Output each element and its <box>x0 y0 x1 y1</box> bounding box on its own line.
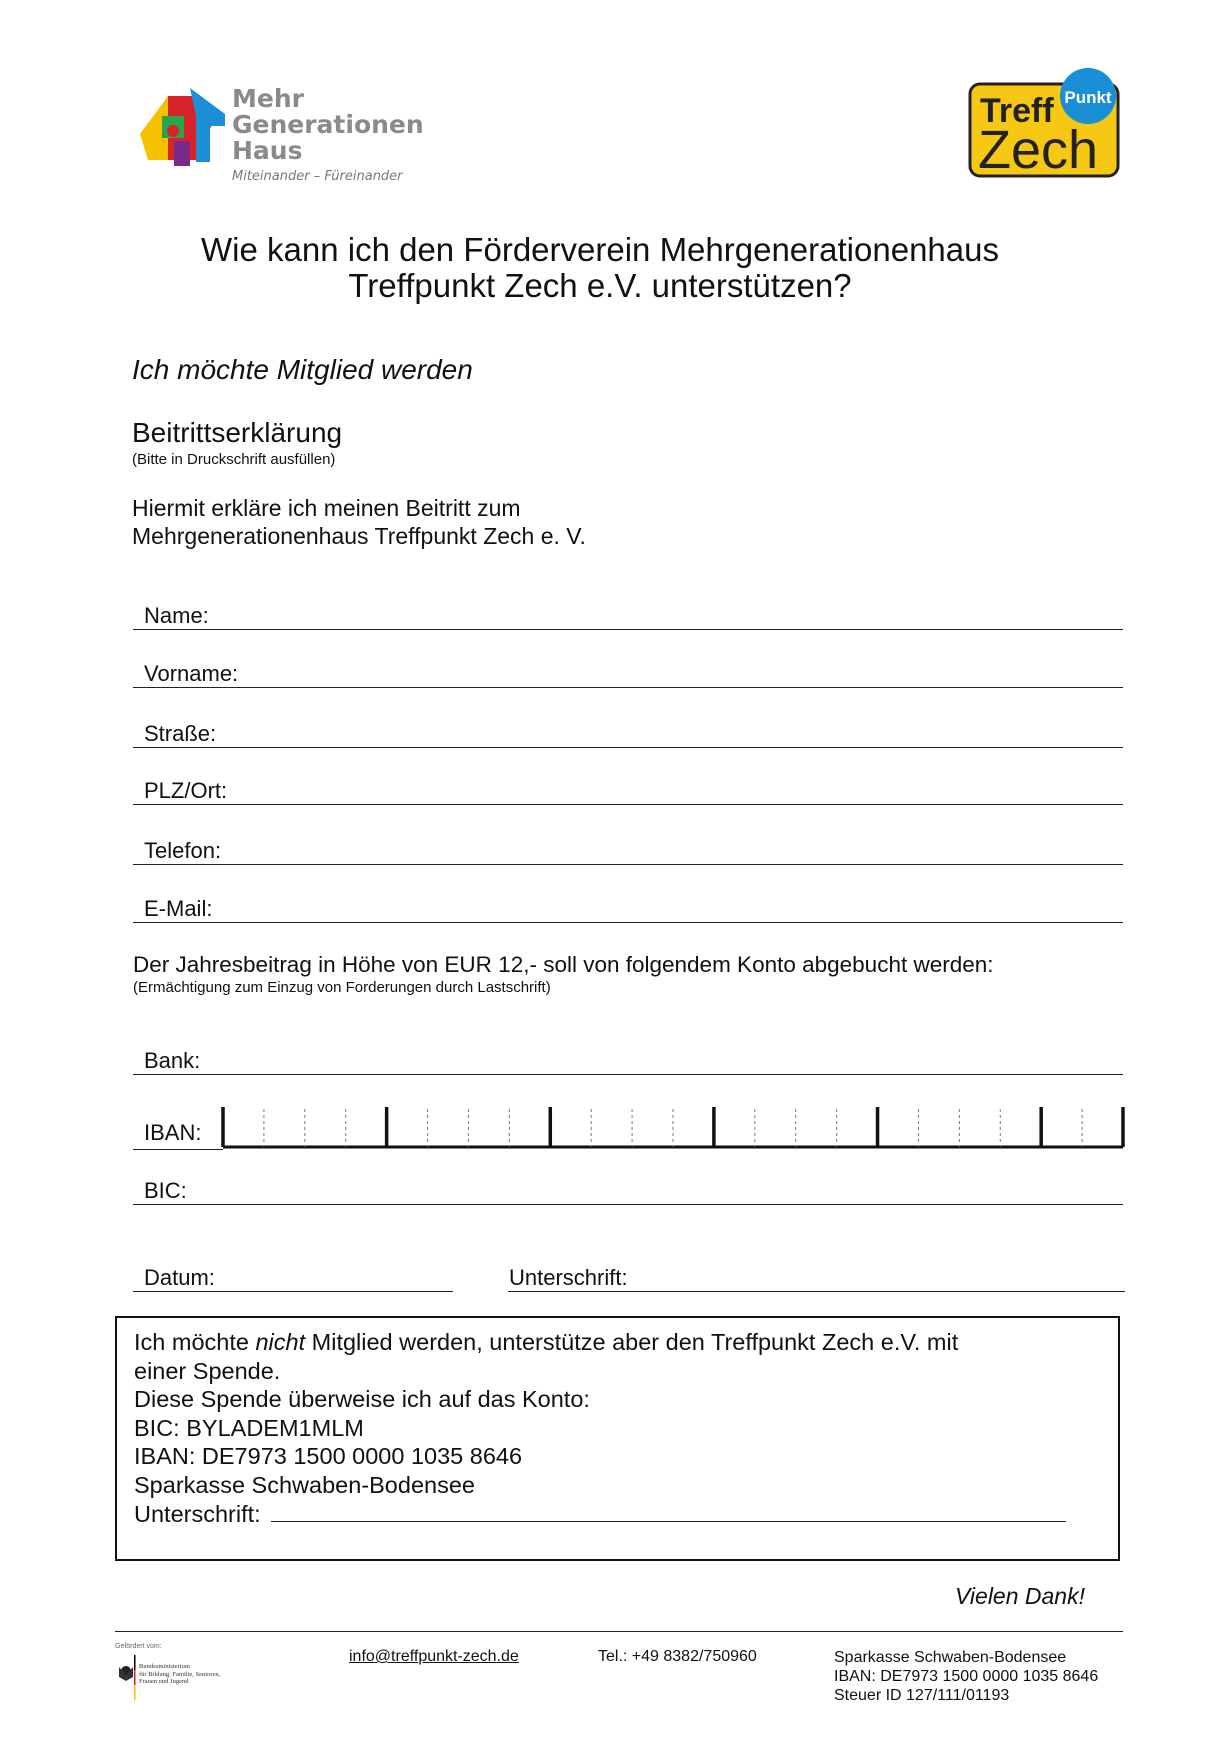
sponsor-label: Gefördert vom: <box>115 1643 162 1650</box>
mgh-tagline: Miteinander – Füreinander <box>232 169 403 184</box>
donation-line1-pre: Ich möchte <box>134 1329 256 1355</box>
treff-logo-zech: Zech <box>978 120 1099 180</box>
unterschrift-label: Unterschrift: <box>509 1265 628 1290</box>
closing-thanks: Vielen Dank! <box>955 1583 1085 1609</box>
mgh-line1: Mehr <box>232 84 304 113</box>
footer-divider <box>115 1631 1123 1632</box>
treff-logo-punkt: Punkt <box>1064 88 1112 107</box>
footer-bank-iban: IBAN: DE7973 1500 0000 1035 8646 <box>834 1668 1099 1685</box>
footer-phone: Tel.: +49 8382/750960 <box>598 1648 757 1665</box>
footer-bank-info <box>834 1648 1098 1705</box>
mehrgenerationenhaus-wordmark <box>232 86 424 184</box>
ministry-line3: Frauen und Jugend <box>139 1678 189 1685</box>
datum-label: Datum: <box>144 1265 215 1290</box>
bank-label: Bank: <box>144 1048 201 1073</box>
plz-ort-field[interactable] <box>133 771 1123 805</box>
federal-eagle-icon <box>117 1655 137 1701</box>
mgh-line3: Haus <box>232 136 303 165</box>
donation-bic: BIC: BYLADEM1MLM <box>134 1414 364 1441</box>
vorname-field[interactable] <box>133 654 1123 688</box>
footer-tax-id: Steuer ID 127/111/01193 <box>834 1687 1010 1704</box>
ministry-line1: Bundesministerium <box>139 1663 190 1670</box>
email-field[interactable] <box>133 889 1123 923</box>
strasse-field[interactable] <box>133 714 1123 748</box>
plz-ort-line <box>133 804 1123 805</box>
donation-signature-label: Unterschrift: <box>134 1501 261 1527</box>
donation-line1-post: Mitglied werden, unterstütze aber den Treffpunkt Zech e.V. mit <box>305 1329 959 1355</box>
name-field[interactable] <box>133 596 1123 630</box>
ministry-name <box>139 1663 220 1686</box>
donation-line1 <box>134 1328 1066 1357</box>
strasse-line <box>133 747 1123 748</box>
mehrgenerationenhaus-logo <box>130 86 230 176</box>
fee-text: Der Jahresbeitrag in Höhe von EUR 12,- soll von folgendem Konto abgebucht werden: <box>133 952 994 977</box>
donation-iban: IBAN: DE7973 1500 0000 1035 8646 <box>134 1443 523 1469</box>
vorname-line <box>133 687 1123 688</box>
treff-logo-treff: Treff <box>980 92 1054 130</box>
vorname-label: Vorname: <box>144 661 239 686</box>
email-line <box>133 922 1123 923</box>
iban-field[interactable] <box>133 1105 1123 1150</box>
page-title <box>140 232 1060 304</box>
donation-line1-emphasis: nicht <box>255 1329 306 1355</box>
donation-box <box>115 1316 1120 1561</box>
telefon-line <box>133 864 1123 865</box>
datum-line[interactable] <box>133 1291 453 1292</box>
page-title-line2: Treffpunkt Zech e.V. unterstützen? <box>348 267 852 304</box>
iban-boxes[interactable] <box>221 1105 1125 1151</box>
declaration-line2: Mehrgenerationenhaus Treffpunkt Zech e. V. <box>132 523 586 549</box>
footer-bank-name: Sparkasse Schwaben-Bodensee <box>834 1649 1067 1666</box>
form-title: Beitrittserklärung <box>132 417 343 448</box>
donation-bank: Sparkasse Schwaben-Bodensee <box>134 1471 475 1498</box>
bank-field[interactable] <box>133 1041 1123 1075</box>
bic-line <box>133 1204 1123 1205</box>
email-label: E-Mail: <box>144 896 213 921</box>
donation-line2: einer Spende. <box>134 1357 281 1384</box>
treffpunkt-zech-logo-graphic <box>968 66 1122 180</box>
donation-signature-row <box>134 1499 1066 1529</box>
mgh-line2: Generationen <box>232 110 424 139</box>
unterschrift-line[interactable] <box>508 1291 1125 1292</box>
declaration-line1: Hiermit erkläre ich meinen Beitritt zum <box>132 495 521 521</box>
telefon-field[interactable] <box>133 831 1123 865</box>
name-line <box>133 629 1123 630</box>
plz-ort-label: PLZ/Ort: <box>144 778 228 803</box>
page-title-line1: Wie kann ich den Förderverein Mehrgenerationenhaus <box>201 231 999 268</box>
form-hint: (Bitte in Druckschrift ausfüllen) <box>132 451 336 468</box>
declaration-text <box>132 494 586 550</box>
treffpunkt-zech-logo <box>968 66 1122 180</box>
strasse-label: Straße: <box>144 721 217 746</box>
iban-label: IBAN: <box>144 1120 202 1145</box>
iban-label-line <box>133 1149 223 1150</box>
bank-line <box>133 1074 1123 1075</box>
date-signature-row <box>133 1258 1125 1292</box>
fee-note: (Ermächtigung zum Einzug von Forderungen durch Lastschrift) <box>133 979 551 996</box>
footer-email-link[interactable]: info@treffpunkt-zech.de <box>349 1648 519 1665</box>
membership-heading: Ich möchte Mitglied werden <box>132 354 473 385</box>
donation-line3: Diese Spende überweise ich auf das Konto: <box>134 1386 590 1412</box>
donation-signature-line[interactable] <box>271 1499 1066 1522</box>
bic-label: BIC: <box>144 1178 187 1203</box>
name-label: Name: <box>144 603 209 628</box>
telefon-label: Telefon: <box>144 838 222 863</box>
ministry-line2: für Bildung, Familie, Senioren, <box>139 1670 221 1678</box>
ministry-logo <box>117 1655 242 1707</box>
bic-field[interactable] <box>133 1171 1123 1205</box>
